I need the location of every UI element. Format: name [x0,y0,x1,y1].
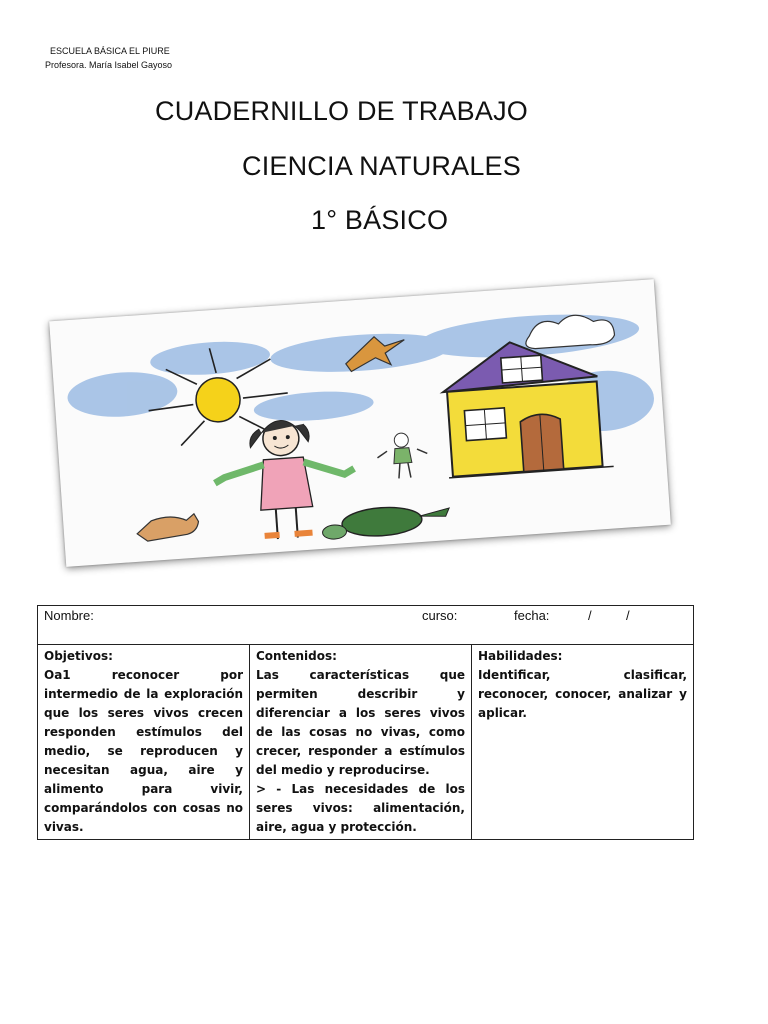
info-table [37,605,694,840]
objetivos-text: Oa1 reconocer por intermedio de la exploración que los seres vivos crecen responden estímulos del medio, se reproducen y necesitan agua, aire y alimento para vivir, comparándolos con cosas no vivas. [44,668,243,834]
curriculum-row [38,645,694,840]
child-drawing-photo [49,279,671,567]
pet-drawing [136,514,200,542]
girl-drawing [211,416,359,543]
turtle-drawing [321,503,451,540]
contenidos-heading: Contenidos: [256,649,337,663]
habilidades-heading: Habilidades: [478,649,563,663]
student-info-row [38,606,694,645]
teacher-name: Profesora. María Isabel Gayoso [45,60,173,70]
small-person-drawing [376,431,429,479]
contenidos-cell [250,645,472,840]
objetivos-cell [38,645,250,840]
contenidos-text-1: Las características que permiten describir y diferenciar a los seres vivos de las cosas no vivas, como crecer, responder a estímulos del medio y reproducirse. [256,668,465,777]
fecha-separator-1: / [588,608,592,623]
contenidos-text-2: > - Las necesidades de los seres vivos: alimentación, aire, agua y protección. [256,782,465,834]
title-workbook: CUADERNILLO DE TRABAJO [155,96,528,126]
curso-label: curso: [422,608,458,623]
objetivos-heading: Objetivos: [44,649,113,663]
student-info-cell [38,606,694,645]
fecha-label: fecha: [514,608,550,623]
habilidades-cell [472,645,694,840]
child-drawing-image [58,288,663,559]
habilidades-text: Identificar, clasificar, reconocer, conocer, analizar y aplicar. [478,668,687,720]
title-grade: 1° BÁSICO [311,205,449,235]
house-drawing [440,336,614,478]
nombre-label: Nombre: [44,608,94,623]
fecha-separator-2: / [626,608,630,623]
title-subject: CIENCIA NATURALES [242,151,521,181]
school-name: ESCUELA BÁSICA EL PIURE [50,46,170,56]
